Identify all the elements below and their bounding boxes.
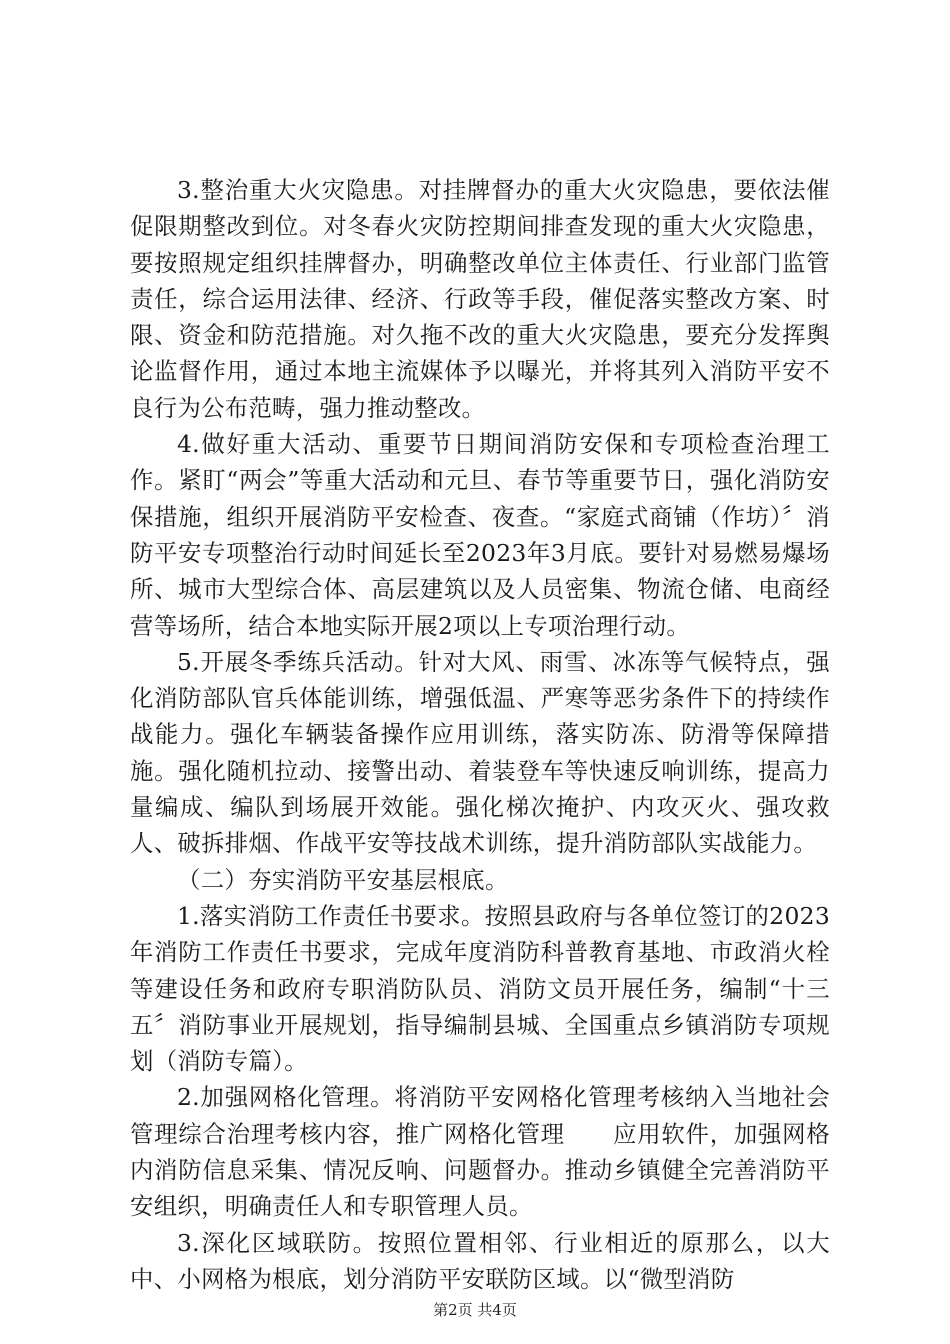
paragraph-item-1-responsibility: 1.落实消防工作责任书要求。按照县政府与各单位签订的2023年消防工作责任书要求，完成年度消防科普教育基地、市政消火栓等建设任务和政府专职消防队员、消防文员开展任务，编制“十三五〞消防事业开展规划，指导编制县城、全国重点乡镇消防专项规划（消防专篇）。 [130,901,830,1076]
page-number-label: 第2页 共4页 [433,1301,517,1319]
section-heading-2: （二）夯实消防平安基层根底。 [177,865,509,894]
paragraph-item-3-major-hazards: 3.整治重大火灾隐患。对挂牌督办的重大火灾隐患，要依法催促限期整改到位。对冬春火灾防控期间排查发现的重大火灾隐患，要按照规定组织挂牌督办，明确整改单位主体责任、行业部门监管责任，综合运用法律、经济、行政等手段，催促落实整改方案、时限、资金和防范措施。对久拖不改的重大火灾隐患，要充分发挥舆论监督作用，通过本地主流媒体予以曝光，并将其列入消防平安不良行为公布范畴，强力推动整改。 [130,176,830,422]
paragraph-item-5-winter-training: 5.开展冬季练兵活动。针对大风、雨雪、冰冻等气候特点，强化消防部队官兵体能训练，增强低温、严寒等恶劣条件下的持续作战能力。强化车辆装备操作应用训练，落实防冻、防滑等保障措施。强化随机拉动、接警出动、着装登车等快速反响训练，提高力量编成、编队到场展开效能。强化梯次掩护、内攻灭火、强攻救人、破拆排烟、作战平安等技战术训练，提升消防部队实战能力。 [130,647,830,858]
page-footer [0,1300,950,1320]
document-body [130,172,830,1297]
paragraph-item-2-grid-management: 2.加强网格化管理。将消防平安网格化管理考核纳入当地社会管理综合治理考核内容，推广网格化管理 应用软件，加强网格内消防信息采集、情况反响、问题督办。推动乡镇健全完善消防平安组织，明确责任人和专职管理人员。 [130,1083,830,1221]
paragraph-item-3-regional-defense: 3.深化区域联防。按照位置相邻、行业相近的原那么，以大中、小网格为根底，划分消防平安联防区域。以“微型消防 [130,1228,830,1293]
paragraph-item-4-events-security: 4.做好重大活动、重要节日期间消防安保和专项检查治理工作。紧盯“两会”等重大活动和元旦、春节等重要节日，强化消防安保措施，组织开展消防平安检查、夜查。“家庭式商铺（作坊）〞消防平安专项整治行动时间延长至2023年3月底。要针对易燃易爆场所、城市大型综合体、高层建筑以及人员密集、物流仓储、电商经营等场所，结合本地实际开展2项以上专项治理行动。 [130,430,830,640]
